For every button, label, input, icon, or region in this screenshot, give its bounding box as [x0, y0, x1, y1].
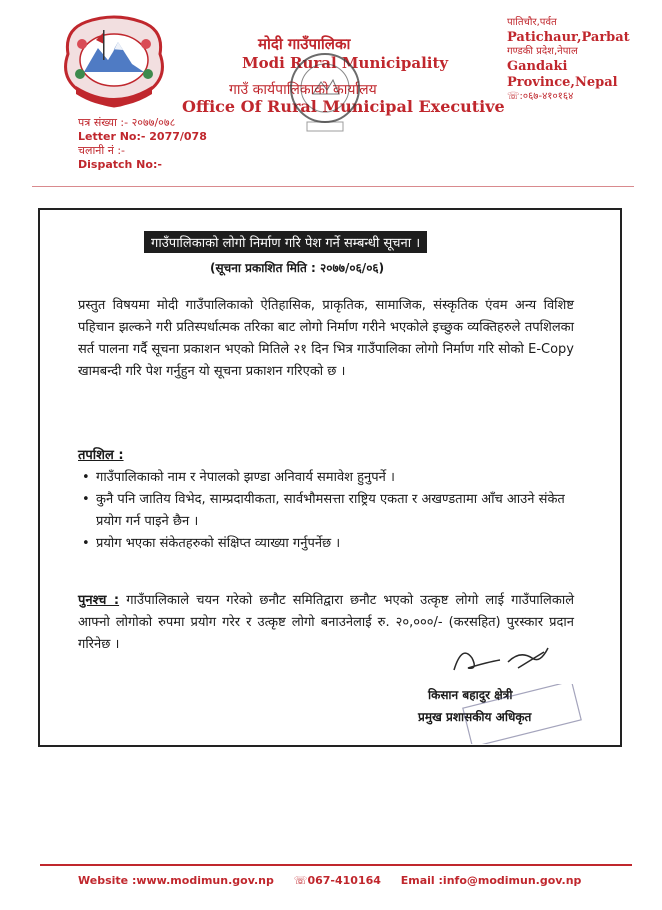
- address-block: [507, 18, 630, 105]
- address-line3-en: Province,Nepal: [507, 75, 618, 90]
- postscript-label: पुनश्च :: [78, 593, 120, 608]
- list-item: • कुनै पनि जातिय विभेद, साम्प्रदायीकता, सार्वभौमसत्ता राष्ट्रिय एकता र अखण्डतामा आँच आउने संकेत प्रयोग गर्न पाइने छैन ।: [82, 489, 572, 533]
- handwritten-signature: [448, 640, 558, 678]
- footer-divider: [40, 864, 632, 866]
- address-line1-en: Patichaur,Parbat: [507, 30, 630, 45]
- list-item: • गाउँपालिकाको नाम र नेपालको झण्डा अनिवार्य समावेश हुनुपर्ने ।: [82, 467, 572, 489]
- letter-no-en: Letter No:- 2077/078: [78, 130, 207, 143]
- dispatch-no-en: Dispatch No:-: [78, 158, 162, 171]
- list-item: • प्रयोग भएका संकेतहरुको संक्षिप्त व्याख्या गर्नुपर्नेछ ।: [82, 533, 572, 555]
- postscript-text: गाउँपालिकाले चयन गरेको छनौट समितिद्वारा छनौट भएको उत्कृष्ट लोगो लाई गाउँपालिकाले आफ्नो लोगोको रुपमा प्रयोग गरेर र उत्कृष्ट लोगो बनाउनेलाई रु. २०,०००/- (करसहित) पुरस्कार प्रदान गरिनेछ ।: [78, 593, 575, 652]
- footer-website-link[interactable]: Website :www.modimun.gov.np: [78, 874, 274, 887]
- address-line2-en: Gandaki: [507, 59, 568, 74]
- tapashil-list: [82, 467, 572, 555]
- municipality-name-np: मोदी गाउँपालिका: [258, 35, 351, 53]
- notice-published-date: (सूचना प्रकाशित मिति : २०७७/०६/०६): [210, 261, 385, 275]
- official-stamp: [458, 684, 588, 744]
- letter-no-np: पत्र संख्या :- २०७७/०७८: [78, 116, 176, 129]
- footer-email-link[interactable]: Email :info@modimun.gov.np: [400, 874, 582, 887]
- address-line2-np: गण्डकी प्रदेश,नेपाल: [507, 46, 578, 57]
- tapashil-heading: तपशिल :: [78, 448, 124, 463]
- address-line1-np: पातिचौर,पर्वत: [507, 17, 557, 28]
- notice-title: गाउँपालिकाको लोगो निर्माण गरि पेश गर्ने सम्बन्धी सूचना ।: [144, 231, 427, 253]
- signatory-title: प्रमुख प्रशासकीय अधिकृत: [418, 710, 532, 724]
- office-name-en: Office Of Rural Municipal Executive: [182, 97, 505, 116]
- signatory-name: किसान बहादुर क्षेत्री: [428, 688, 513, 702]
- footer: [78, 874, 597, 887]
- address-phone: ☏:०६७-४१०१६४: [507, 91, 574, 102]
- municipality-name-en: Modi Rural Municipality: [242, 54, 449, 72]
- notice-body: प्रस्तुत विषयमा मोदी गाउँपालिकाको ऐतिहासिक, प्राकृतिक, सामाजिक, संस्कृतिक एंवम अन्य विशिष्ट पहिचान झल्कने गरी प्रतिस्पर्धात्मक तरिका बाट लोगो निर्माण गरीने भएकोले इच्छुक व्यक्तिहरुले तपशिलका सर्त पालना गर्दै सूचना प्रकाशन भएको मितिले २१ दिन भित्र गाउँपालिका लोगो निर्माण गरि सोको E-Copy खामबन्दी गरि पेश गर्नुहुन यो सूचना प्रकाशन गरिएको छ ।: [78, 298, 574, 379]
- dispatch-no-np: चलानी नं :-: [78, 144, 126, 157]
- letterhead-divider: [32, 186, 634, 187]
- office-name-np: गाउँ कार्यपालिकाको कार्यालय: [229, 82, 377, 98]
- office-seal: [285, 48, 365, 134]
- nepal-emblem-icon: [58, 14, 170, 114]
- footer-phone: ☏067-410164: [293, 874, 381, 887]
- letter-meta: [78, 116, 207, 172]
